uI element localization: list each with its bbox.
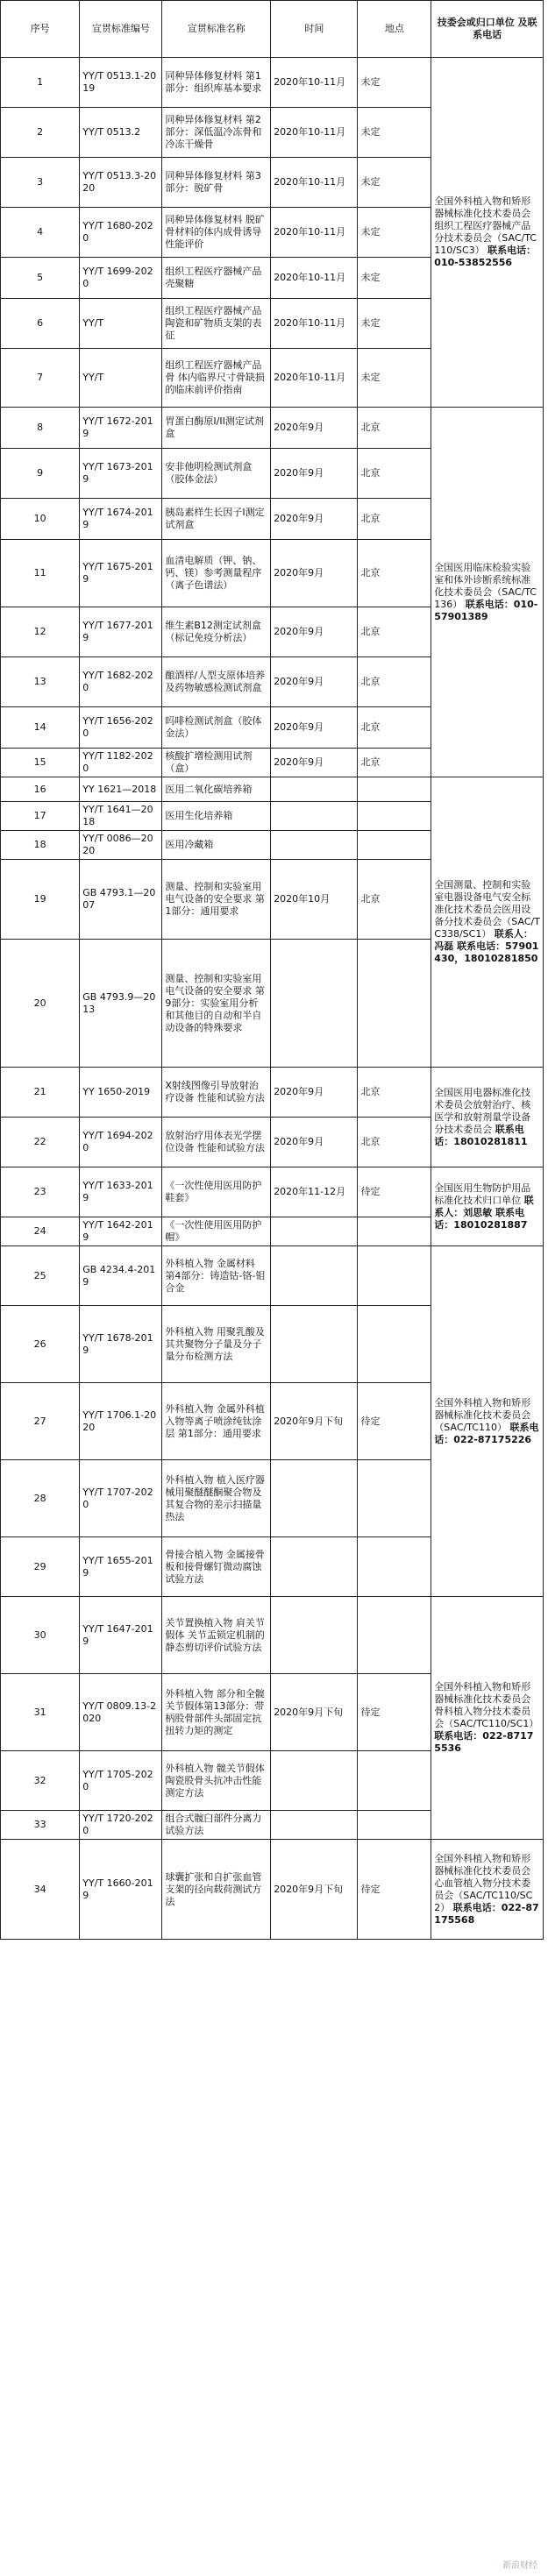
row-time: 2020年9月下旬 <box>271 1674 358 1751</box>
committee-cell <box>431 408 544 777</box>
row-code: YY/T 1678-2019 <box>80 1306 162 1383</box>
committee-contact: 022-87175536 <box>434 1730 534 1754</box>
row-time: 2020年11-12月 <box>271 1167 358 1217</box>
row-time: 2020年9月 <box>271 607 358 657</box>
row-name: 外科植入物 植入医疗器械用聚醚醚酮聚合物及其复合物的差示扫描量热法 <box>162 1460 271 1537</box>
row-time: 2020年10-11月 <box>271 349 358 408</box>
row-code: YY/T 1680-2020 <box>80 208 162 258</box>
committee-name: 全国外科植入物和矫形器械标准化技术委员会心血管植入物分技术委员会（SAC/TC110/SC2） <box>434 1852 533 1913</box>
header-no: 序号 <box>1 1 80 58</box>
row-code: YY/T 1705-2020 <box>80 1751 162 1811</box>
row-time <box>271 1306 358 1383</box>
table-row <box>1 1167 544 1217</box>
row-number: 30 <box>1 1597 80 1674</box>
header-code: 宣贯标准编号 <box>80 1 162 58</box>
row-place: 未定 <box>358 108 431 158</box>
row-number: 10 <box>1 499 80 540</box>
row-name: 同种异体修复材料 脱矿骨材料的体内成骨诱导性能评价 <box>162 208 271 258</box>
committee-name: 全国测量、控制和实验室电器设备电气安全标准化技术委员会医用设备分技术委员会（SAC/TC338/SC1） <box>434 879 540 940</box>
row-place: 未定 <box>358 158 431 208</box>
table-row <box>1 777 544 802</box>
row-time <box>271 802 358 831</box>
committee-name: 全国外科植入物和矫形器械标准化技术委员会（SAC/TC110） <box>434 1396 531 1433</box>
row-place: 北京 <box>358 408 431 449</box>
row-code: YY/T 1675-2019 <box>80 540 162 607</box>
row-place: 北京 <box>358 499 431 540</box>
committee-cell <box>431 1246 544 1597</box>
header-place: 地点 <box>358 1 431 58</box>
row-number: 16 <box>1 777 80 802</box>
row-time: 2020年9月 <box>271 449 358 499</box>
row-number: 27 <box>1 1383 80 1460</box>
row-name: 组合式髋臼部件分离力试验方法 <box>162 1811 271 1840</box>
row-code: YY/T 1672-2019 <box>80 408 162 449</box>
row-time <box>271 1460 358 1537</box>
row-place: 未定 <box>358 258 431 299</box>
committee-cell <box>431 1167 544 1246</box>
committee-contact-label: 联系人：冯磊 联系电话： <box>434 928 533 952</box>
row-number: 24 <box>1 1217 80 1246</box>
row-place: 待定 <box>358 1840 431 1940</box>
committee-name: 全国外科植入物和矫形器械标准化技术委员会组织工程医疗器械产品分技术委员会（SAC/TC110/SC3） <box>434 195 537 256</box>
row-name: 测量、控制和实验室用电气设备的安全要求 第9部分：实验室用分析和其他目的自动和半自动设备的特殊要求 <box>162 940 271 1068</box>
row-number: 25 <box>1 1246 80 1306</box>
header-time: 时间 <box>271 1 358 58</box>
committee-contact: 18010281811 <box>453 1135 528 1147</box>
row-time: 2020年10-11月 <box>271 258 358 299</box>
row-number: 33 <box>1 1811 80 1840</box>
row-number: 20 <box>1 940 80 1068</box>
table-row <box>1 408 544 449</box>
row-time <box>271 940 358 1068</box>
row-number: 4 <box>1 208 80 258</box>
row-name: 外科植入物 髋关节假体陶瓷股骨头抗冲击性能测定方法 <box>162 1751 271 1811</box>
committee-contact-label: 联系电话： <box>452 1901 502 1913</box>
row-place <box>358 1306 431 1383</box>
committee-cell <box>431 777 544 1068</box>
row-number: 11 <box>1 540 80 607</box>
committee-cell <box>431 1068 544 1167</box>
row-code: YY/T 1706.1-2020 <box>80 1383 162 1460</box>
row-time <box>271 1537 358 1597</box>
row-place: 未定 <box>358 208 431 258</box>
row-number: 3 <box>1 158 80 208</box>
row-code: YY/T 1655-2019 <box>80 1537 162 1597</box>
row-name: 测量、控制和实验室用电气设备的安全要求 第1部分：通用要求 <box>162 860 271 940</box>
row-number: 28 <box>1 1460 80 1537</box>
row-number: 9 <box>1 449 80 499</box>
row-place <box>358 1246 431 1306</box>
table-row <box>1 1597 544 1674</box>
row-place: 待定 <box>358 1167 431 1217</box>
row-number: 8 <box>1 408 80 449</box>
committee-name: 全国医用生物防护用品标准化技术归口单位 <box>434 1182 531 1206</box>
row-name: 组织工程医疗器械产品 骨 体内临界尺寸骨缺损的临床前评价指南 <box>162 349 271 408</box>
header-name: 宣贯标准名称 <box>162 1 271 58</box>
row-time: 2020年10-11月 <box>271 208 358 258</box>
row-code: YY/T 1707-2020 <box>80 1460 162 1537</box>
committee-contact-label: 联系人：刘思敏 联系电话： <box>434 1194 534 1231</box>
row-name: 组织工程医疗器械产品 陶瓷和矿物质支架的表征 <box>162 299 271 349</box>
committee-contact-label: 联系电话： <box>434 1421 539 1445</box>
row-place: 待定 <box>358 1674 431 1751</box>
row-code: YY/T 1182-2020 <box>80 749 162 777</box>
committee-contact: 010-57901389 <box>434 598 538 622</box>
row-code: YY/T 0513.1-2019 <box>80 58 162 108</box>
row-time <box>271 1751 358 1811</box>
row-code: YY/T 1720-2020 <box>80 1811 162 1840</box>
row-name: 组织工程医疗器械产品 壳聚糖 <box>162 258 271 299</box>
row-number: 12 <box>1 607 80 657</box>
row-name: 外科植入物 部分和全髋关节假体第13部分：带柄股骨部件头部固定抗扭转力矩的测定 <box>162 1674 271 1751</box>
row-name: 外科植入物 金属外科植入物等离子喷涂纯钛涂层 第1部分：通用要求 <box>162 1383 271 1460</box>
row-number: 31 <box>1 1674 80 1751</box>
row-place <box>358 802 431 831</box>
row-time: 2020年10-11月 <box>271 158 358 208</box>
row-name: 关节置换植入物 肩关节假体 关节盂锁定机制的静态剪切评价试验方法 <box>162 1597 271 1674</box>
row-name: 同种异体修复材料 第3部分：脱矿骨 <box>162 158 271 208</box>
row-code: YY/T 1694-2020 <box>80 1118 162 1167</box>
row-time <box>271 1811 358 1840</box>
row-place: 待定 <box>358 1383 431 1460</box>
committee-contact: 010-53852556 <box>434 257 513 268</box>
row-place <box>358 1537 431 1597</box>
row-number: 23 <box>1 1167 80 1217</box>
row-name: 医用二氧化碳培养箱 <box>162 777 271 802</box>
row-time: 2020年9月 <box>271 408 358 449</box>
table-row <box>1 58 544 108</box>
header-committee: 技委会或归口单位 及联系电话 <box>431 1 544 58</box>
row-place <box>358 1460 431 1537</box>
committee-contact: 57901430，18010281850 <box>434 940 539 964</box>
row-number: 15 <box>1 749 80 777</box>
row-code: YY/T 1682-2020 <box>80 657 162 707</box>
committee-name: 全国医用临床检验实验室和体外诊断系统标准化技术委员会（SAC/TC136） <box>434 561 537 610</box>
row-place <box>358 1751 431 1811</box>
committee-contact: 022-87175568 <box>434 1901 539 1926</box>
row-number: 17 <box>1 802 80 831</box>
row-number: 13 <box>1 657 80 707</box>
row-place <box>358 940 431 1068</box>
row-number: 18 <box>1 831 80 860</box>
row-number: 7 <box>1 349 80 408</box>
row-code: YY/T 0086—2020 <box>80 831 162 860</box>
row-name: 放射治疗用体表光学摆位设备 性能和试验方法 <box>162 1118 271 1167</box>
row-code: YY 1621—2018 <box>80 777 162 802</box>
committee-cell <box>431 58 544 408</box>
row-place: 北京 <box>358 1068 431 1118</box>
row-name: 安非他明检测试剂盒（胶体金法） <box>162 449 271 499</box>
committee-contact-label: 联系电话： <box>488 245 537 256</box>
row-code: YY/T 1641—2018 <box>80 802 162 831</box>
table-row <box>1 1246 544 1306</box>
row-number: 32 <box>1 1751 80 1811</box>
row-time <box>271 777 358 802</box>
committee-contact: 18010281887 <box>453 1218 528 1231</box>
committee-name: 全国医用电器标准化技术委员会放射治疗、核医学和放射剂量学设备分技术委员会 <box>434 1086 531 1135</box>
row-name: 《一次性使用医用防护帽》 <box>162 1217 271 1246</box>
committee-cell <box>431 1597 544 1840</box>
row-number: 22 <box>1 1118 80 1167</box>
committee-contact: 022-87175226 <box>453 1433 532 1445</box>
row-place: 未定 <box>358 349 431 408</box>
row-time: 2020年9月下旬 <box>271 1840 358 1940</box>
row-code: GB 4793.9—2013 <box>80 940 162 1068</box>
row-time: 2020年9月 <box>271 499 358 540</box>
row-code: YY/T 1647-2019 <box>80 1597 162 1674</box>
committee-cell <box>431 1840 544 1940</box>
row-name: 骨接合植入物 金属接骨板和接骨螺钉微动腐蚀试验方法 <box>162 1537 271 1597</box>
row-code: YY 1650-2019 <box>80 1068 162 1118</box>
table-row <box>1 1068 544 1118</box>
row-number: 14 <box>1 707 80 749</box>
row-time: 2020年10月 <box>271 860 358 940</box>
row-code: YY/T 1660-2019 <box>80 1840 162 1940</box>
row-place: 北京 <box>358 860 431 940</box>
row-time: 2020年9月 <box>271 657 358 707</box>
row-code: YY/T 1677-2019 <box>80 607 162 657</box>
row-name: 医用生化培养箱 <box>162 802 271 831</box>
row-name: 胃蛋白酶原I/II测定试剂盒 <box>162 408 271 449</box>
row-place <box>358 777 431 802</box>
row-time <box>271 1246 358 1306</box>
row-name: 胰岛素样生长因子I测定试剂盒 <box>162 499 271 540</box>
row-place: 北京 <box>358 707 431 749</box>
row-name: 外科植入物 金属材料 第4部分：铸造钴-铬-钼合金 <box>162 1246 271 1306</box>
row-code: GB 4793.1—2007 <box>80 860 162 940</box>
row-time: 2020年9月 <box>271 707 358 749</box>
row-time: 2020年9月 <box>271 749 358 777</box>
row-number: 34 <box>1 1840 80 1940</box>
table-header-row <box>1 1 544 58</box>
row-number: 1 <box>1 58 80 108</box>
row-name: X射线图像引导放射治疗设备 性能和试验方法 <box>162 1068 271 1118</box>
row-place: 未定 <box>358 58 431 108</box>
row-number: 21 <box>1 1068 80 1118</box>
row-time: 2020年10-11月 <box>271 108 358 158</box>
row-place: 北京 <box>358 1118 431 1167</box>
row-name: 血清电解质（钾、钠、钙、镁）参考测量程序（离子色谱法） <box>162 540 271 607</box>
row-code: YY/T 1699-2020 <box>80 258 162 299</box>
row-code: YY/T 0513.2 <box>80 108 162 158</box>
row-number: 6 <box>1 299 80 349</box>
row-place <box>358 1597 431 1674</box>
row-time <box>271 1597 358 1674</box>
row-name: 核酸扩增检测用试剂（盒） <box>162 749 271 777</box>
row-code: YY/T 1633-2019 <box>80 1167 162 1217</box>
row-name: 外科植入物 用聚乳酸及其共聚物分子量及分子量分布检测方法 <box>162 1306 271 1383</box>
row-time <box>271 831 358 860</box>
row-name: 维生素B12测定试剂盒（标记免疫分析法） <box>162 607 271 657</box>
row-name: 同种异体修复材料 第2部分：深低温冷冻骨和冷冻干燥骨 <box>162 108 271 158</box>
table-body <box>1 58 544 1940</box>
row-number: 29 <box>1 1537 80 1597</box>
row-time: 2020年9月 <box>271 540 358 607</box>
watermark: 新浪财经 <box>502 2561 537 2571</box>
row-code: YY/T 1673-2019 <box>80 449 162 499</box>
row-name: 医用冷藏箱 <box>162 831 271 860</box>
row-number: 2 <box>1 108 80 158</box>
row-time: 2020年9月下旬 <box>271 1383 358 1460</box>
row-code: YY/T <box>80 349 162 408</box>
row-code: YY/T 1656-2020 <box>80 707 162 749</box>
committee-contact-label: 联系电话： <box>465 598 514 610</box>
row-time: 2020年10-11月 <box>271 299 358 349</box>
row-code: YY/T 0809.13-2020 <box>80 1674 162 1751</box>
row-number: 5 <box>1 258 80 299</box>
row-number: 19 <box>1 860 80 940</box>
row-name: 球囊扩张和自扩张血管支架的径向载荷测试方法 <box>162 1840 271 1940</box>
row-place: 北京 <box>358 540 431 607</box>
row-place <box>358 831 431 860</box>
row-code: YY/T 0513.3-2020 <box>80 158 162 208</box>
table-row <box>1 1840 544 1940</box>
committee-contact-label: 联系电话： <box>434 1730 483 1742</box>
committee-contact-label: 联系电话： <box>434 1123 524 1147</box>
row-time: 2020年10-11月 <box>271 58 358 108</box>
row-number: 26 <box>1 1306 80 1383</box>
row-place: 北京 <box>358 449 431 499</box>
row-name: 同种异体修复材料 第1部分：组织库基本要求 <box>162 58 271 108</box>
row-code: YY/T <box>80 299 162 349</box>
row-code: GB 4234.4-2019 <box>80 1246 162 1306</box>
row-place: 北京 <box>358 657 431 707</box>
row-time <box>271 1217 358 1246</box>
row-name: 吗啡检测试剂盒（胶体金法） <box>162 707 271 749</box>
committee-name: 全国外科植入物和矫形器械标准化技术委员会骨科植入物分技术委员会（SAC/TC110/SC1） <box>434 1681 539 1729</box>
row-place <box>358 1811 431 1840</box>
row-place: 未定 <box>358 299 431 349</box>
row-place <box>358 1217 431 1246</box>
row-code: YY/T 1674-2019 <box>80 499 162 540</box>
row-time: 2020年9月 <box>271 1068 358 1118</box>
row-time: 2020年9月 <box>271 1118 358 1167</box>
row-name: 酿酒样/人型支原体培养及药物敏感检测试剂盒 <box>162 657 271 707</box>
row-place: 北京 <box>358 607 431 657</box>
row-name: 《一次性使用医用防护鞋套》 <box>162 1167 271 1217</box>
row-code: YY/T 1642-2019 <box>80 1217 162 1246</box>
row-place: 北京 <box>358 749 431 777</box>
